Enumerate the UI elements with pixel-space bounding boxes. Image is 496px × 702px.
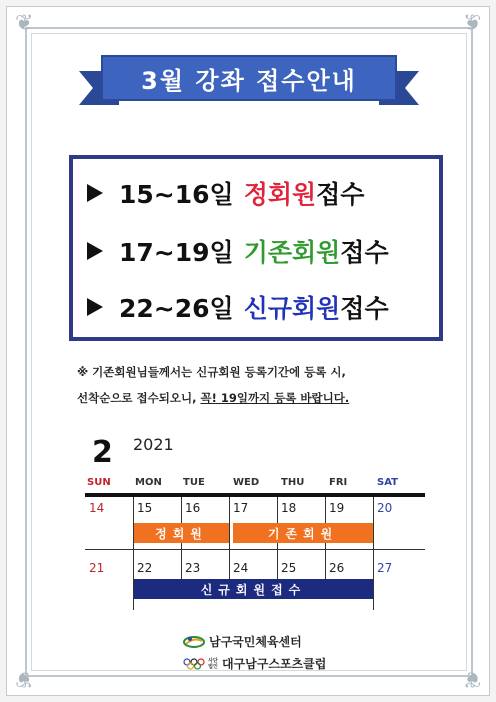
calendar-day: 26	[329, 561, 345, 575]
schedule-member-type: 정회원	[243, 180, 317, 209]
calendar-day: 16	[185, 501, 201, 515]
play-arrow-icon	[87, 242, 103, 260]
schedule-dates: 15~16일	[119, 180, 234, 209]
existing-member-period-bar: 기존회원	[233, 523, 373, 543]
calendar-day: 17	[233, 501, 249, 515]
day-divider	[373, 497, 374, 549]
notice-deadline: 꼭! 19일까지 등록 바랍니다.	[200, 391, 350, 405]
day-divider	[325, 550, 326, 580]
weekday-tue: TUE	[183, 477, 205, 488]
olympic-rings-icon	[183, 657, 205, 671]
ornament-icon: ❦	[15, 11, 34, 36]
calendar-day: 18	[281, 501, 297, 515]
weekday-sun: SUN	[87, 477, 111, 488]
day-divider	[229, 497, 230, 549]
calendar-day: 15	[137, 501, 153, 515]
day-divider	[373, 550, 374, 610]
calendar-header-rule	[85, 493, 425, 497]
calendar-day: 19	[329, 501, 345, 515]
day-divider	[181, 550, 182, 580]
notice-line-2-start: 선착순으로 접수되오니,	[77, 391, 201, 405]
notice-line-1: ※ 기존회원님들께서는 신규회원 등록기간에 등록 시,	[77, 365, 346, 379]
notice-line-2	[77, 385, 439, 411]
weekday-wed: WED	[233, 477, 260, 488]
schedule-member-type: 기존회원	[243, 238, 341, 267]
play-arrow-icon	[87, 184, 103, 202]
calendar-day: 23	[185, 561, 201, 575]
decorative-frame-inner	[31, 33, 467, 671]
weekday-mon: MON	[135, 477, 162, 488]
schedule-member-type: 신규회원	[243, 294, 341, 323]
weekday-thu: THU	[281, 477, 305, 488]
weekday-fri: FRI	[329, 477, 348, 488]
schedule-box	[69, 155, 443, 341]
club-name: 대구남구스포츠클럽	[222, 657, 327, 671]
schedule-row-new	[87, 287, 389, 327]
center-emblem-icon	[183, 635, 205, 649]
week-divider	[85, 549, 425, 550]
ornament-icon: ❦	[462, 666, 481, 691]
calendar-day: 22	[137, 561, 153, 575]
play-arrow-icon	[87, 298, 103, 316]
schedule-row-existing	[87, 231, 389, 271]
center-name: 남구국민체육센터	[209, 635, 302, 649]
center-logo	[183, 633, 302, 650]
schedule-dates: 17~19일	[119, 238, 234, 267]
day-divider	[229, 550, 230, 580]
calendar-day: 20	[377, 501, 393, 515]
regular-member-period-bar: 정회원	[134, 523, 229, 543]
title-ribbon	[79, 55, 419, 109]
club-type-tag: 사단법인	[208, 657, 218, 670]
calendar-year: 2021	[133, 435, 174, 454]
ornament-icon: ❦	[15, 666, 34, 691]
calendar-day: 21	[89, 561, 105, 575]
weekday-sat: SAT	[377, 477, 398, 488]
calendar-month: 2	[92, 435, 113, 470]
weekday-header	[85, 477, 425, 491]
schedule-row-regular	[87, 173, 364, 213]
ornament-icon: ❦	[462, 11, 481, 36]
notice-text	[77, 359, 439, 411]
calendar-day: 14	[89, 501, 105, 515]
day-divider	[277, 550, 278, 580]
club-logo	[183, 655, 326, 672]
poster	[6, 6, 490, 696]
schedule-suffix: 접수	[340, 238, 389, 267]
calendar-day: 24	[233, 561, 249, 575]
page-title: 3월 강좌 접수안내	[101, 55, 397, 101]
new-member-period-bar: 신규회원접수	[134, 579, 373, 599]
schedule-dates: 22~26일	[119, 294, 234, 323]
schedule-suffix: 접수	[316, 180, 365, 209]
calendar-day: 25	[281, 561, 297, 575]
schedule-suffix: 접수	[340, 294, 389, 323]
calendar-day: 27	[377, 561, 393, 575]
